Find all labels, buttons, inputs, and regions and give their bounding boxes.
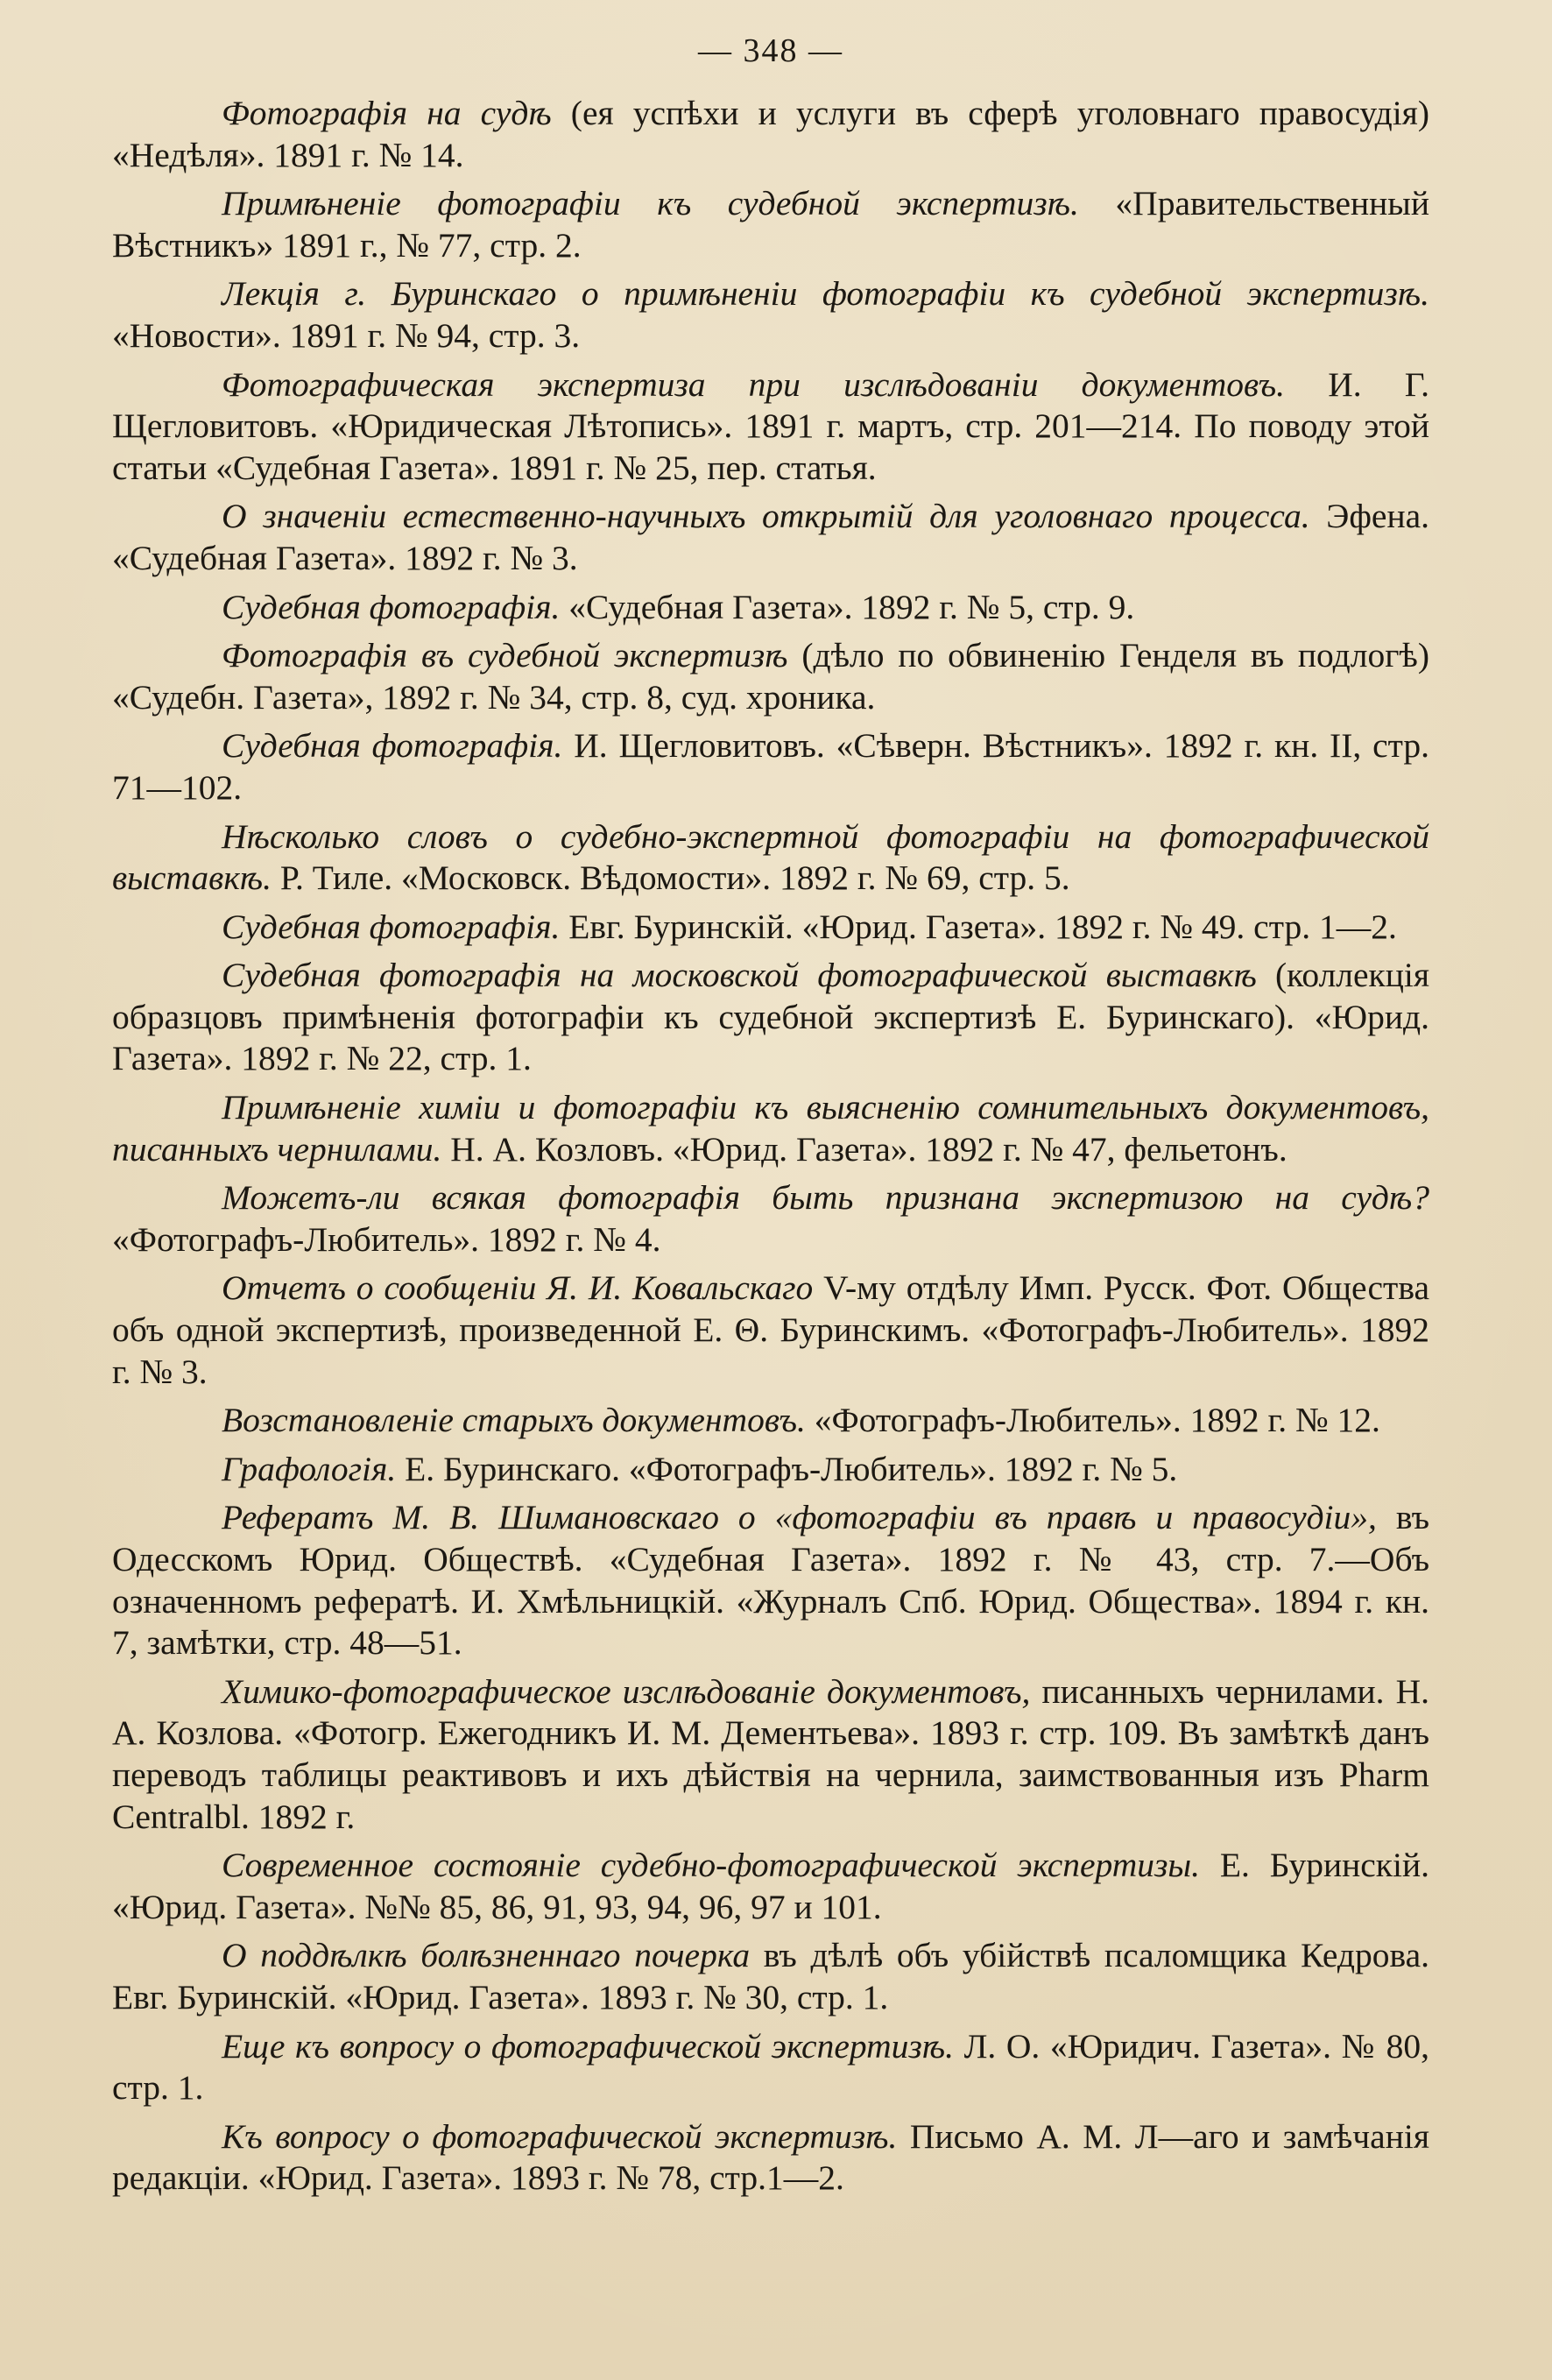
bibliography-entry: [112, 907, 1429, 949]
entry-title: Графологія.: [222, 1449, 397, 1488]
entry-source: «Судебная Газета». 1892 г. № 5, стр. 9.: [560, 587, 1135, 626]
entry-title: Можетъ-ли всякая фотографія быть признана экспертизою на судѣ?: [222, 1178, 1429, 1218]
entry-source: «Новости». 1891 г. № 94, стр. 3.: [112, 315, 581, 355]
bibliography-entry: [112, 1845, 1429, 1928]
entry-title: Судебная фотографія.: [222, 587, 561, 626]
bibliography-entry: [112, 2116, 1429, 2200]
entry-source: Эфена. «Судебная Газета». 1892 г. № 3.: [112, 497, 1430, 577]
entry-title: Фотографическая экспертиза при изслѣдованіи документовъ.: [222, 364, 1286, 404]
bibliography-list: [112, 93, 1429, 2200]
entry-source: писанныхъ чернилами. Н. А. Козлова. «Фотогр. Ежегодникъ И. М. Дементьева». 1893 г. стр. 109. Въ замѣткѣ данъ переводъ таблицы реактивовъ и ихъ дѣйствія на чернила, заимствованныя изъ Pharm Centralbl. 1892 г.: [112, 1671, 1430, 1836]
entry-source: И. Г. Щегловитовъ. «Юридическая Лѣтопись». 1891 г. мартъ, стр. 201—214. По поводу этой статьи «Судебная Газета». 1891 г. № 25, пер. статья.: [112, 364, 1429, 487]
entry-source: (ея успѣхи и услуги въ сферѣ уголовнаго правосудія) «Недѣля». 1891 г. № 14.: [112, 94, 1429, 174]
entry-source: V-му отдѣлу Имп. Русск. Фот. Общества объ одной экспертизѣ, произведенной Е. Θ. Буринскимъ. «Фотографъ-Любитель». 1892 г. № 3.: [112, 1268, 1429, 1391]
bibliography-entry: [112, 1671, 1429, 1838]
bibliography-entry: [112, 273, 1429, 357]
entry-title: Къ вопросу о фотографической экспертизѣ.: [222, 2116, 898, 2156]
bibliography-entry: [112, 635, 1429, 718]
entry-title: Судебная фотографія.: [222, 907, 561, 946]
bibliography-entry: [112, 1177, 1429, 1261]
entry-title: Еще къ вопросу о фотографической экспертизѣ.: [222, 2026, 954, 2066]
entry-source: «Фотографъ-Любитель». 1892 г. № 12.: [805, 1401, 1380, 1440]
entry-title: Возстановленіе старыхъ документовъ.: [222, 1401, 806, 1440]
bibliography-entry: [112, 587, 1429, 629]
entry-source: Е. Буринскаго. «Фотографъ-Любитель». 1892 г. № 5.: [396, 1449, 1178, 1488]
bibliography-entry: [112, 955, 1429, 1080]
bibliography-entry: [112, 1497, 1429, 1663]
bibliography-entry: [112, 183, 1429, 266]
entry-title: Отчетъ о сообщеніи Я. И. Ковальскаго: [222, 1268, 814, 1308]
entry-source: И. Щегловитовъ. «Сѣверн. Вѣстникъ». 1892 г. кн. II, стр. 71—102.: [112, 726, 1429, 807]
bibliography-entry: [112, 1400, 1429, 1442]
entry-title: Современное состояніе судебно-фотографической экспертизы.: [222, 1846, 1201, 1885]
entry-title: Фотографія въ судебной экспертизѣ: [222, 636, 788, 675]
entry-source: (дѣло по обвиненію Генделя въ подлогѣ) «Судебн. Газета», 1892 г. № 34, стр. 8, суд. хроника.: [112, 636, 1429, 717]
entry-source: «Правительственный Вѣстникъ» 1891 г., № 77, стр. 2.: [112, 184, 1429, 265]
bibliography-entry: [112, 2026, 1429, 2109]
bibliography-entry: [112, 1449, 1429, 1491]
bibliography-entry: [112, 816, 1429, 900]
entry-title: Судебная фотографія на московской фотографической выставкѣ: [222, 956, 1257, 995]
entry-title: Рефератъ М. В. Шимановскаго о «фотографіи въ правѣ и правосудіи»,: [222, 1498, 1377, 1537]
entry-title: О поддѣлкѣ болѣзненнаго почерка: [222, 1936, 751, 1975]
entry-source: (коллекція образцовъ примѣненія фотографіи къ судебной экспертизѣ Е. Буринскаго). «Юрид. Газета». 1892 г. № 22, стр. 1.: [112, 956, 1430, 1078]
entry-source: Н. А. Козловъ. «Юрид. Газета». 1892 г. № 47, фельетонъ.: [441, 1129, 1287, 1169]
bibliography-entry: [112, 364, 1429, 490]
page-number: — 348 —: [698, 32, 843, 69]
entry-source: Е. Буринскій. «Юрид. Газета». №№ 85, 86, 91, 93, 94, 96, 97 и 101.: [112, 1846, 1429, 1926]
bibliography-entry: [112, 1935, 1429, 2018]
entry-source: Письмо А. М. Л—аго и замѣчанія редакціи. «Юрид. Газета». 1893 г. № 78, стр.1—2.: [112, 2116, 1429, 2198]
entry-title: О значеніи естественно-научныхъ открытій для уголовнаго процесса.: [222, 497, 1310, 536]
bibliography-entry: [112, 1087, 1429, 1170]
entry-source: Л. О. «Юридич. Газета». № 80, стр. 1.: [112, 2026, 1429, 2108]
entry-source: Р. Тиле. «Московск. Вѣдомости». 1892 г. № 69, стр. 5.: [272, 858, 1070, 898]
entry-source: въ Одесскомъ Юрид. Обществѣ. «Судебная Газета». 1892 г. № 43, стр. 7.—Объ означенномъ рефератѣ. И. Хмѣльницкій. «Журналъ Спб. Юрид. Общества». 1894 г. кн. 7, замѣтки, стр. 48—51.: [112, 1498, 1429, 1663]
entry-title: Судебная фотографія.: [222, 726, 563, 766]
entry-source: Евг. Буринскій. «Юрид. Газета». 1892 г. № 49. стр. 1—2.: [560, 907, 1397, 946]
entry-source: «Фотографъ-Любитель». 1892 г. № 4.: [112, 1219, 661, 1259]
entry-title: Нѣсколько словъ о судебно-экспертной фотографіи на фотографической выставкѣ.: [112, 816, 1429, 898]
entry-source: въ дѣлѣ объ убійствѣ псаломщика Кедрова. Евг. Буринскій. «Юрид. Газета». 1893 г. № 30, стр. 1.: [112, 1936, 1429, 2016]
entry-title: Примѣненіе химіи и фотографіи къ выясненію сомнительныхъ документовъ, писанныхъ чернилами.: [112, 1088, 1429, 1169]
entry-title: Лекція г. Буринскаго о примѣненіи фотографіи къ судебной экспертизѣ.: [222, 274, 1429, 314]
bibliography-entry: [112, 496, 1429, 579]
bibliography-entry: [112, 725, 1429, 809]
entry-title: Химико-фотографическое изслѣдованіе документовъ,: [222, 1671, 1031, 1711]
entry-title: Фотографія на судѣ: [222, 94, 552, 132]
bibliography-entry: [112, 93, 1429, 176]
entry-title: Примѣненіе фотографіи къ судебной экспертизѣ.: [222, 184, 1079, 223]
bibliography-entry: [112, 1268, 1429, 1393]
